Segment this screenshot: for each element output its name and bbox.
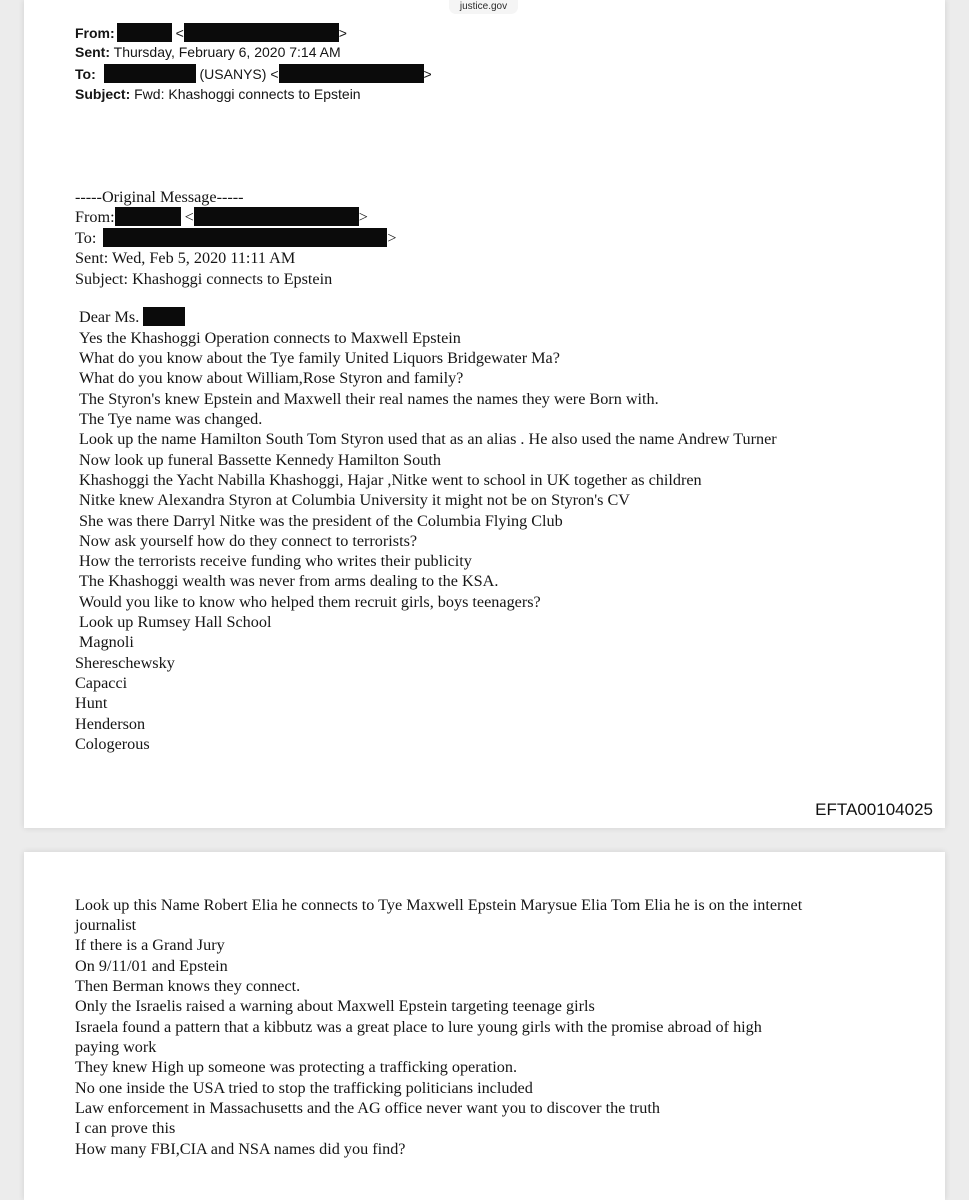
body-line: She was there Darryl Nitke was the president of the Columbia Flying Club <box>79 512 563 530</box>
body-line: journalist <box>75 916 137 934</box>
redacted-recipient-name <box>104 64 196 83</box>
redacted-recipient-email <box>279 64 424 83</box>
body-line: Hunt <box>75 694 108 712</box>
orig-sent-line: Sent: Wed, Feb 5, 2020 11:11 AM <box>75 249 296 267</box>
header-to-line <box>75 64 432 83</box>
source-url-label: justice.gov <box>449 0 518 14</box>
orig-from-line <box>75 207 368 227</box>
redacted-addressee <box>143 307 185 326</box>
redacted-orig-sender-name <box>115 207 181 226</box>
orig-subject-line: Subject: Khashoggi connects to Epstein <box>75 270 333 288</box>
body-line: The Tye name was changed. <box>79 410 263 428</box>
body-line: If there is a Grand Jury <box>75 936 225 954</box>
sent-value: Thursday, February 6, 2020 7:14 AM <box>113 44 341 60</box>
header-from-line <box>75 23 347 42</box>
body-line: Law enforcement in Massachusetts and the AG office never want you to discover the truth <box>75 1099 660 1117</box>
redacted-orig-sender-email <box>194 207 359 226</box>
lt-bracket: < <box>270 66 279 82</box>
orig-to-label: To: <box>75 229 97 247</box>
document-page-1 <box>24 0 945 828</box>
body-line: They knew High up someone was protecting a trafficking operation. <box>75 1058 518 1076</box>
body-line: What do you know about the Tye family United Liquors Bridgewater Ma? <box>79 349 560 367</box>
body-line: The Styron's knew Epstein and Maxwell their real names the names they were Born with. <box>79 390 659 408</box>
body-line: Khashoggi the Yacht Nabilla Khashoggi, Hajar ,Nitke went to school in UK together as children <box>79 471 702 489</box>
gt-bracket: > <box>358 208 368 226</box>
body-line: Capacci <box>75 674 128 692</box>
redacted-sender-name <box>117 23 172 42</box>
redacted-orig-recipient <box>103 228 387 247</box>
body-line: Look up the name Hamilton South Tom Styron used that as an alias . He also used the name Andrew Turner <box>79 430 777 448</box>
orig-to-line <box>75 228 397 248</box>
lt-bracket: < <box>175 25 184 41</box>
salutation-text: Dear Ms. <box>79 308 140 326</box>
subject-value: Fwd: Khashoggi connects to Epstein <box>134 86 361 102</box>
gt-bracket: > <box>338 25 347 41</box>
body-line: Look up Rumsey Hall School <box>79 613 272 631</box>
body-line: Only the Israelis raised a warning about Maxwell Epstein targeting teenage girls <box>75 997 595 1015</box>
body-line: The Khashoggi wealth was never from arms dealing to the KSA. <box>79 572 499 590</box>
document-id: EFTA00104025 <box>815 800 933 819</box>
body-line: Magnoli <box>79 633 134 651</box>
body-line: Nitke knew Alexandra Styron at Columbia University it might not be on Styron's CV <box>79 491 630 509</box>
subject-label: Subject: <box>75 86 131 102</box>
salutation <box>79 307 185 327</box>
body-line: How the terrorists receive funding who writes their publicity <box>79 552 472 570</box>
body-line: Cologerous <box>75 735 150 753</box>
body-line: Yes the Khashoggi Operation connects to Maxwell Epstein <box>79 329 461 347</box>
redacted-sender-email <box>184 23 339 42</box>
body-line: No one inside the USA tried to stop the trafficking politicians included <box>75 1079 533 1097</box>
gt-bracket: > <box>387 229 397 247</box>
body-line: Look up this Name Robert Elia he connects to Tye Maxwell Epstein Marysue Elia Tom Elia he is on the internet <box>75 896 803 914</box>
orig-from-label: From: <box>75 208 115 226</box>
body-line: Would you like to know who helped them recruit girls, boys teenagers? <box>79 593 541 611</box>
body-line: I can prove this <box>75 1119 176 1137</box>
body-line: Then Berman knows they connect. <box>75 977 301 995</box>
body-line: On 9/11/01 and Epstein <box>75 957 228 975</box>
header-subject-line <box>75 85 361 103</box>
to-label: To: <box>75 66 96 82</box>
body-line: Shereschewsky <box>75 654 175 672</box>
body-line: How many FBI,CIA and NSA names did you find? <box>75 1140 406 1158</box>
body-line: Now look up funeral Bassette Kennedy Hamilton South <box>79 451 441 469</box>
sent-label: Sent: <box>75 44 110 60</box>
document-page-2 <box>24 852 945 1200</box>
body-line: Israela found a pattern that a kibbutz was a great place to lure young girls with the promise abroad of high <box>75 1018 762 1036</box>
body-line: What do you know about William,Rose Styron and family? <box>79 369 464 387</box>
body-line: paying work <box>75 1038 157 1056</box>
original-message-divider: -----Original Message----- <box>75 188 244 206</box>
gt-bracket: > <box>423 66 432 82</box>
body-line: Henderson <box>75 715 146 733</box>
body-line: Now ask yourself how do they connect to terrorists? <box>79 532 418 550</box>
to-org: (USANYS) <box>199 66 267 82</box>
header-sent-line <box>75 43 341 61</box>
lt-bracket: < <box>184 208 194 226</box>
from-label: From: <box>75 25 115 41</box>
